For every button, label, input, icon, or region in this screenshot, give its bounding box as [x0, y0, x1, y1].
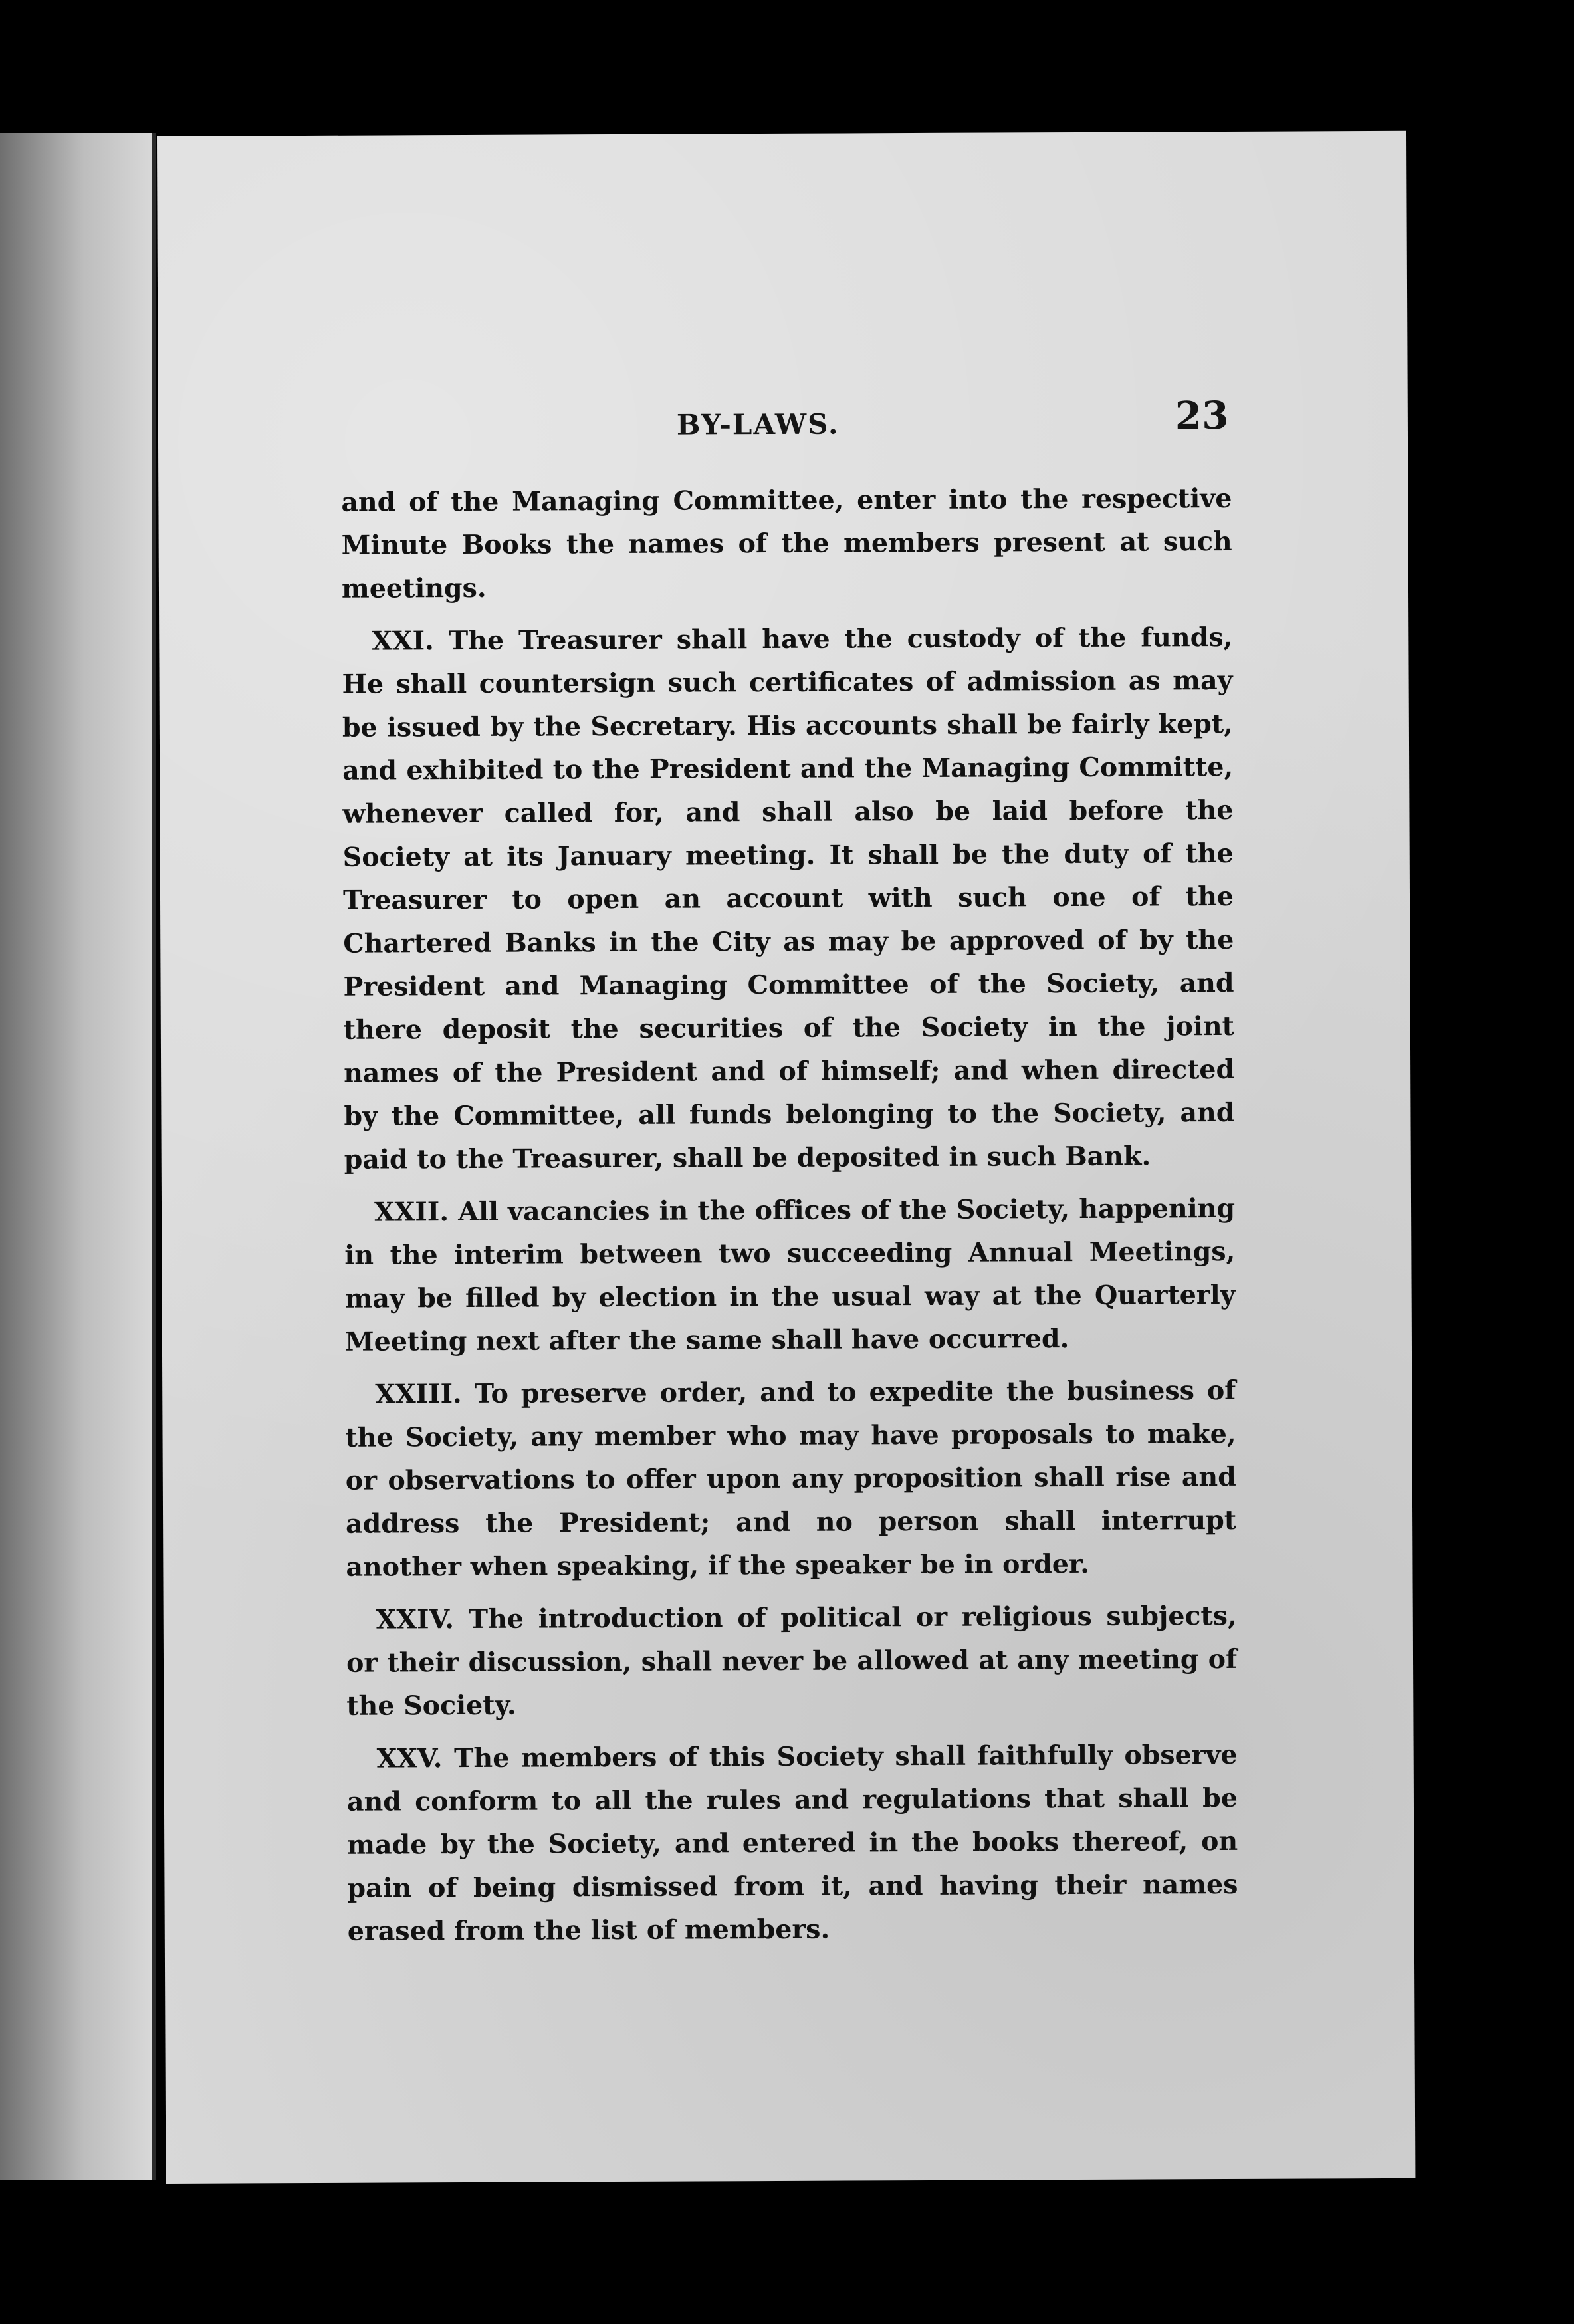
bylaw-number: XXIV.: [376, 1604, 455, 1635]
bylaw-number: XXII.: [374, 1197, 449, 1228]
paragraph-continuation: [341, 477, 1232, 611]
bylaw-number: XXIII.: [375, 1379, 462, 1410]
paragraph-text: The introduction of political or religious subjects, or their discussion, shall never be allowed at any meeting of the Society.: [346, 1600, 1238, 1722]
running-head: [158, 392, 1408, 445]
bylaw-xxiii: [345, 1369, 1236, 1589]
paragraph-text: and of the Managing Committee, enter into the respective Minute Books the names of the members present at such meetings.: [341, 483, 1232, 604]
paragraph-text: The members of this Society shall faithfully observe and conform to all the rules and regulations that shall be made by the Society, and entered in the books thereof, on pain of being dismissed from it, and having their names erased from the list of members.: [346, 1739, 1238, 1947]
bylaw-xxi: [342, 616, 1235, 1182]
paragraph-text: To preserve order, and to expedite the business of the Society, any member who may have proposals to make, or observations to offer upon any proposition shall rise and address the President; and no person shall interrupt another when speaking, if the speaker be in order.: [345, 1375, 1237, 1583]
bylaw-number: XXI.: [372, 626, 434, 657]
page-number: 23: [1175, 392, 1229, 439]
bylaw-xxii: [344, 1187, 1236, 1364]
running-head-title: BY-LAWS.: [676, 407, 840, 441]
bylaw-xxv: [347, 1734, 1238, 1954]
book-page: [157, 131, 1415, 2184]
bylaw-xxiv: [346, 1595, 1238, 1728]
body-text: [341, 477, 1238, 1963]
previous-page-edge: [0, 133, 156, 2180]
bylaw-number: XXV.: [376, 1743, 443, 1774]
paragraph-text: All vacancies in the offices of the Society, happening in the interim between two succeeding Annual Meetings, may be filled by election in the usual way at the Quarterly Meeting next after the same shall have occurred.: [344, 1193, 1236, 1357]
paragraph-text: The Treasurer shall have the custody of the funds, He shall countersign such certificates of admission as may be issued by the Secretary. His accounts shall be fairly kept, and exhibited to the President and the Managing Committe, whenever called for, and shall also be laid before the Society at its January meeting. It shall be the duty of the Treasurer to open an account with such one of the Chartered Banks in the City as may be approved of by the President and Managing Committee of the Society, and there deposit the securities of the Society in the joint names of the President and of himself; and when directed by the Committee, all funds belonging to the Society, and paid to the Treasurer, shall be deposited in such Bank.: [342, 622, 1235, 1175]
